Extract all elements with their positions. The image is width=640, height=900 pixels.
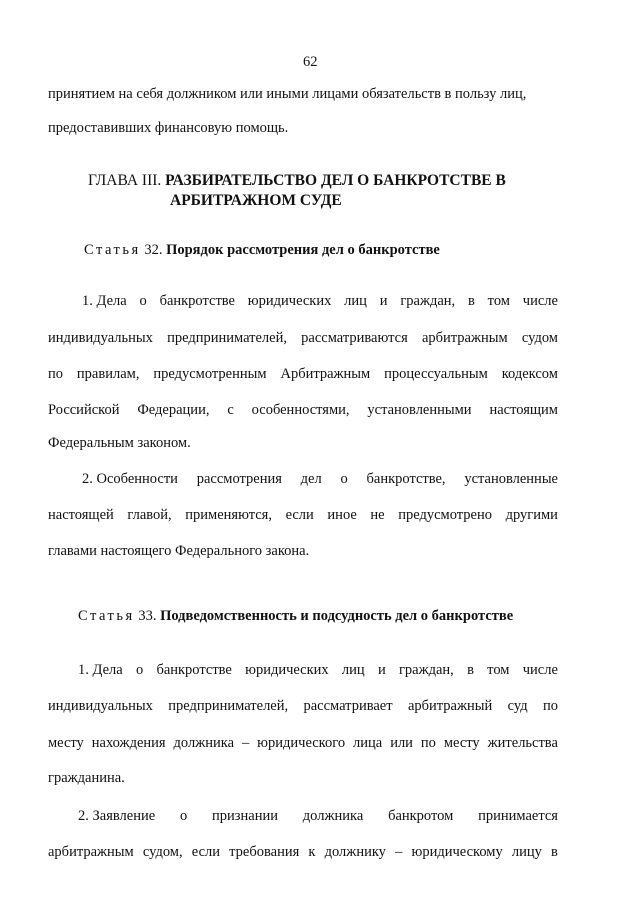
word: процессуальным (384, 366, 488, 382)
word: о (340, 471, 348, 487)
word: в (467, 662, 474, 678)
word: дел (300, 471, 322, 487)
word: и (377, 662, 386, 678)
article-33-number: 33. (138, 608, 157, 624)
word: лиц (344, 293, 367, 309)
word: банкротстве (159, 293, 235, 309)
word: по (420, 735, 436, 751)
paragraph-line (78, 806, 558, 826)
word: – (241, 735, 250, 751)
paragraph-line (48, 505, 558, 525)
paragraph-line (48, 433, 191, 453)
word: гражданина. (48, 770, 125, 786)
chapter-heading (88, 171, 506, 191)
word: граждан, (400, 293, 456, 309)
word: 1. Дела (82, 293, 127, 309)
word: юридического (257, 735, 346, 751)
word: если (285, 507, 314, 523)
word: о (135, 662, 144, 678)
word: о (179, 808, 188, 824)
article-33-label: Статья (78, 608, 135, 624)
word: в (551, 844, 558, 860)
paragraph-line (48, 842, 558, 862)
word: 1. Дела (78, 662, 123, 678)
word: другими (505, 507, 558, 523)
word: кодексом (501, 366, 558, 382)
word: месту (48, 735, 84, 751)
word: рассмотрения (196, 471, 282, 487)
word: арбитражным (421, 330, 508, 346)
paragraph-line (48, 696, 558, 716)
word: Арбитражным (280, 366, 371, 382)
paragraph-line (48, 768, 125, 788)
article-33-title: Подведомственность и подсудность дел о банкротстве (160, 608, 514, 624)
word: должнику (324, 844, 386, 860)
word: Федерации, (137, 402, 210, 418)
article-32-heading (84, 240, 440, 260)
word: установленными (367, 402, 472, 418)
word: иное (327, 507, 357, 523)
paragraph-line (48, 328, 558, 348)
word: установленные (464, 471, 558, 487)
article-32-number: 32. (144, 242, 163, 258)
word: предпринимателей, (168, 698, 289, 714)
word: жительства (487, 735, 558, 751)
word: банкротстве (156, 662, 232, 678)
word: особенностями, (251, 402, 350, 418)
word: суд (507, 698, 528, 714)
word: если (191, 844, 220, 860)
word: – (395, 844, 403, 860)
word: требования (229, 844, 300, 860)
word: принимается (478, 808, 558, 824)
word: судом (521, 330, 558, 346)
word: Российской (48, 402, 120, 418)
word: арбитражный (407, 698, 493, 714)
word: числе (522, 293, 558, 309)
word: в (468, 293, 475, 309)
word: применяются, (185, 507, 272, 523)
chapter-title-line-2: АРБИТРАЖНОМ СУДЕ (170, 192, 342, 209)
word: с (227, 402, 234, 418)
word: банкротом (388, 808, 454, 824)
word: настоящим (489, 402, 558, 418)
word: нахождения (91, 735, 166, 751)
word: юридическому (411, 844, 503, 860)
paragraph-line (48, 733, 558, 753)
page-number: 62 (303, 54, 318, 70)
continued-text-line-2: предоставивших финансовую помощь. (48, 120, 289, 136)
word: о (139, 293, 147, 309)
continued-text-line-1: принятием на себя должником или иными лицами обязательств в пользу лиц, (48, 86, 527, 102)
word: должника (302, 808, 364, 824)
word: по (542, 698, 558, 714)
word: 2. Заявление (78, 808, 156, 824)
paragraph-line (48, 364, 558, 384)
chapter-title-line-1: РАЗБИРАТЕЛЬСТВО ДЕЛ О БАНКРОТСТВЕ В (165, 172, 506, 189)
word: месту (443, 735, 480, 751)
word: признании (212, 808, 278, 824)
word: рассматриваются (301, 330, 408, 346)
word: лица (353, 735, 383, 751)
word: к (308, 844, 316, 860)
word: или (390, 735, 413, 751)
word: индивидуальных (48, 330, 153, 346)
word: том (487, 293, 510, 309)
word: юридических (245, 662, 329, 678)
paragraph-line (78, 660, 558, 680)
word: числе (522, 662, 558, 678)
word: рассматривает (303, 698, 393, 714)
paragraph-line (48, 541, 309, 561)
word: настоящей (48, 507, 114, 523)
paragraph-line (82, 469, 558, 489)
word: предусмотренным (153, 366, 267, 382)
word: по (48, 366, 64, 382)
word: том (487, 662, 510, 678)
word: должника (173, 735, 235, 751)
word: арбитражным (48, 844, 134, 860)
word: банкротстве, (366, 471, 446, 487)
chapter-prefix: ГЛАВА III. (88, 172, 162, 189)
word: 2. Особенности (82, 471, 178, 487)
word: и (379, 293, 388, 309)
word: предпринимателей, (167, 330, 287, 346)
word: главой, (127, 507, 172, 523)
paragraph-line (82, 291, 558, 311)
word: правилам, (76, 366, 140, 382)
article-32-title: Порядок рассмотрения дел о банкротстве (166, 242, 440, 258)
article-32-label: Статья (84, 242, 141, 258)
paragraph-line (48, 400, 558, 420)
article-33-heading (78, 606, 513, 626)
word: главами настоящего Федерального закона. (48, 543, 310, 559)
word: судом, (142, 844, 183, 860)
word: юридических (247, 293, 332, 309)
word: лицу (511, 844, 542, 860)
word: Федеральным законом. (48, 435, 191, 451)
word: не (370, 507, 385, 523)
word: граждан, (398, 662, 454, 678)
word: индивидуальных (48, 698, 153, 714)
word: лиц (341, 662, 365, 678)
word: предусмотрено (398, 507, 492, 523)
